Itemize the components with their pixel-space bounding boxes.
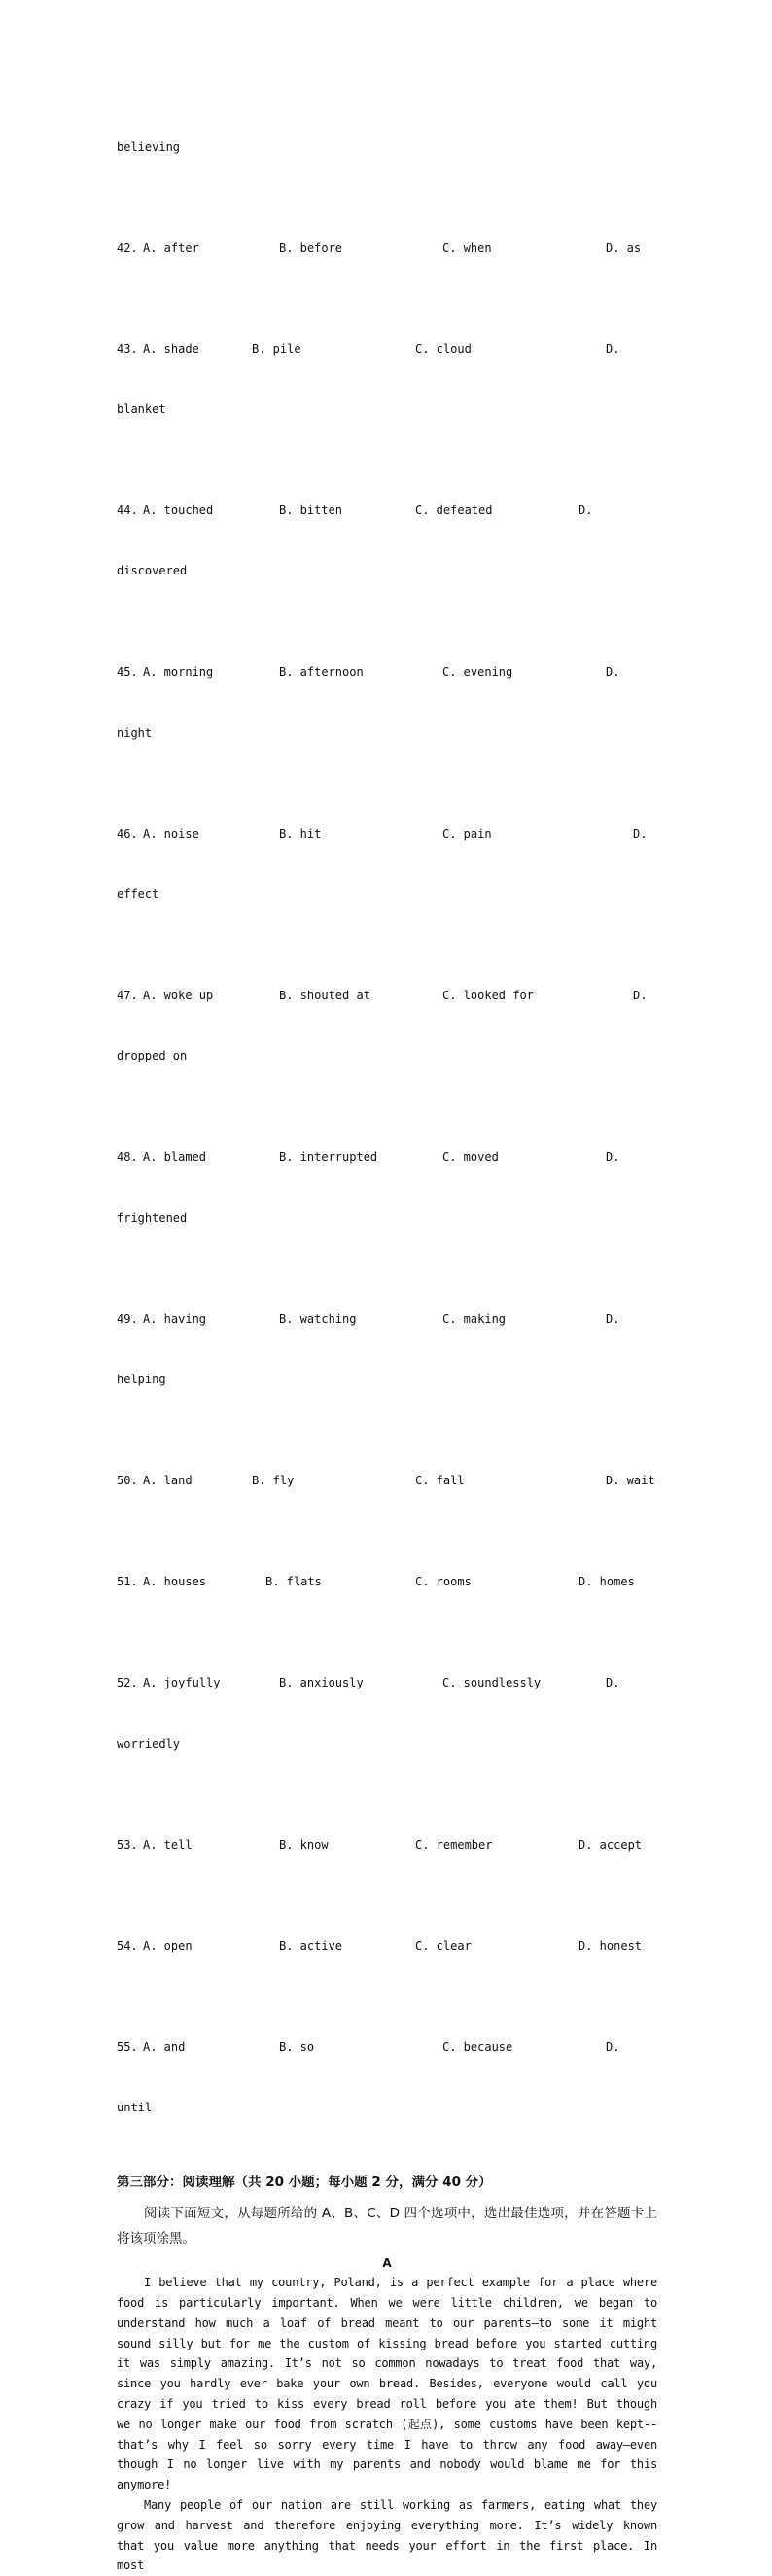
question-number: 49. [117, 1311, 138, 1326]
exam-page [117, 96, 657, 2576]
option-b: B. so [279, 2039, 315, 2054]
option-d-text: helping [117, 1373, 166, 1387]
question-48 [117, 1147, 657, 1167]
option-d: D. [606, 665, 620, 679]
option-b: B. know [279, 1837, 329, 1852]
option-d: D. [606, 1150, 620, 1165]
option-wrap-line [117, 885, 657, 905]
option-a: A. blamed [143, 1150, 207, 1165]
option-c: C. making [442, 1311, 507, 1326]
option-d-text: discovered [117, 564, 188, 578]
option-a: A. land [143, 1474, 193, 1488]
passage-paragraph: Many people of our nation are still working as farmers, eating what they grow and harvest and therefore enjoying everything more. It’s widely known that you value more anything that needs your effort in the first place. In most [117, 2498, 657, 2573]
option-d-text: night [117, 725, 153, 740]
question-number: 48. [117, 1150, 138, 1165]
option-a: A. and [143, 2039, 186, 2054]
option-d: D. [606, 341, 620, 356]
option-d-text: blanket [117, 401, 166, 416]
option-b: B. hit [279, 826, 322, 841]
option-a: A. morning [143, 665, 214, 679]
option-b: B. fly [252, 1474, 295, 1488]
option-c: C. rooms [415, 1575, 472, 1589]
option-d: D. [579, 503, 593, 517]
option-a: A. joyfully [143, 1676, 221, 1690]
option-d-text: frightened [117, 1210, 188, 1225]
option-b: B. afternoon [279, 665, 364, 679]
option-c: C. looked for [442, 989, 534, 1003]
question-number: 54. [117, 1938, 138, 1953]
option-b: B. pile [252, 341, 301, 356]
question-55 [117, 2037, 657, 2058]
option-a: A. tell [143, 1837, 193, 1852]
option-d: D. as [606, 240, 642, 255]
question-46 [117, 824, 657, 845]
question-number: 46. [117, 826, 138, 841]
option-d: D. homes [579, 1575, 635, 1589]
option-a: A. houses [143, 1575, 207, 1589]
option-b: B. active [279, 1938, 343, 1953]
question-number: 51. [117, 1575, 138, 1589]
question-42 [117, 238, 657, 259]
option-a: A. shade [143, 341, 199, 356]
option-c: C. remember [415, 1837, 493, 1852]
option-a: A. touched [143, 503, 214, 517]
cloze-options [117, 96, 657, 2158]
section-title: 第三部分：阅读理解（共 20 小题；每小题 2 分，满分 40 分） [117, 2175, 492, 2191]
question-44 [117, 501, 657, 521]
option-c: C. cloud [415, 341, 472, 356]
option-c: C. evening [442, 665, 513, 679]
option-a: A. noise [143, 826, 199, 841]
question-number: 52. [117, 1676, 138, 1690]
option-wrap-line [117, 137, 657, 157]
option-wrap-line [117, 2098, 657, 2118]
option-d-text: effect [117, 888, 159, 902]
question-number: 44. [117, 503, 138, 517]
question-number: 43. [117, 341, 138, 356]
option-a: A. after [143, 240, 199, 255]
question-43 [117, 339, 657, 360]
option-b: B. flats [265, 1575, 322, 1589]
option-c: C. fall [415, 1474, 465, 1488]
question-51 [117, 1572, 657, 1592]
question-number: 50. [117, 1474, 138, 1488]
option-d: D. accept [579, 1837, 643, 1852]
option-wrap-line [117, 561, 657, 581]
question-number: 47. [117, 989, 138, 1003]
option-wrap-line [117, 1046, 657, 1066]
option-d-text: until [117, 2100, 153, 2114]
question-45 [117, 662, 657, 682]
option-b: B. bitten [279, 503, 343, 517]
passage-paragraph: I believe that my country, Poland, is a perfect example for a place where food is particularly important. When we were little children, we began to understand how much a loaf of bread meant to our parents—to some it might sound silly but for me the custom of kissing bread before you started cutting it was simply amazing. It’s not so common nowadays to treat food that way, since you hardly ever bake your own bread. Besides, everyone would call you crazy if you tried to kiss every bread roll before you ate them! But though we no longer make our food from scratch (起点), some customs have been kept--that’s why I feel so sorry every time I have to throw any food away—even though I no longer live with my parents and nobody would blame me for this anymore! [117, 2276, 657, 2492]
option-a: A. woke up [143, 989, 214, 1003]
question-number: 55. [117, 2039, 138, 2054]
option-wrap-line [117, 1370, 657, 1390]
option-b: B. anxiously [279, 1676, 364, 1690]
question-49 [117, 1309, 657, 1330]
option-wrap-line [117, 723, 657, 744]
option-continuation: believing [117, 139, 181, 154]
question-53 [117, 1835, 657, 1856]
option-b: B. before [279, 240, 343, 255]
option-d: D. [633, 826, 648, 841]
option-b: B. shouted at [279, 989, 370, 1003]
passage-label: A [382, 2256, 392, 2271]
option-c: C. clear [415, 1938, 472, 1953]
question-number: 42. [117, 240, 138, 255]
option-d-text: worriedly [117, 1736, 181, 1751]
section-instruction: 阅读下面短文，从每题所给的 A、B、C、D 四个选项中，选出最佳选项，并在答题卡上将该项涂黑。 [117, 2206, 657, 2247]
question-50 [117, 1471, 657, 1491]
option-d: D. [606, 1311, 620, 1326]
option-d: D. [633, 989, 648, 1003]
option-c: C. pain [442, 826, 492, 841]
option-d: D. wait [606, 1474, 655, 1488]
option-d-text: dropped on [117, 1049, 188, 1063]
option-d: D. [606, 2039, 620, 2054]
option-c: C. soundlessly [442, 1676, 542, 1690]
question-47 [117, 986, 657, 1006]
option-d: D. honest [579, 1938, 643, 1953]
option-c: C. when [442, 240, 492, 255]
option-wrap-line [117, 1208, 657, 1229]
option-b: B. watching [279, 1311, 357, 1326]
question-54 [117, 1936, 657, 1957]
option-b: B. interrupted [279, 1150, 378, 1165]
option-c: C. defeated [415, 503, 493, 517]
option-c: C. moved [442, 1150, 499, 1165]
option-wrap-line [117, 1734, 657, 1755]
question-52 [117, 1673, 657, 1693]
question-number: 45. [117, 665, 138, 679]
option-d: D. [606, 1676, 620, 1690]
option-wrap-line [117, 400, 657, 420]
option-c: C. because [442, 2039, 513, 2054]
option-a: A. having [143, 1311, 207, 1326]
option-a: A. open [143, 1938, 193, 1953]
question-number: 53. [117, 1837, 138, 1852]
